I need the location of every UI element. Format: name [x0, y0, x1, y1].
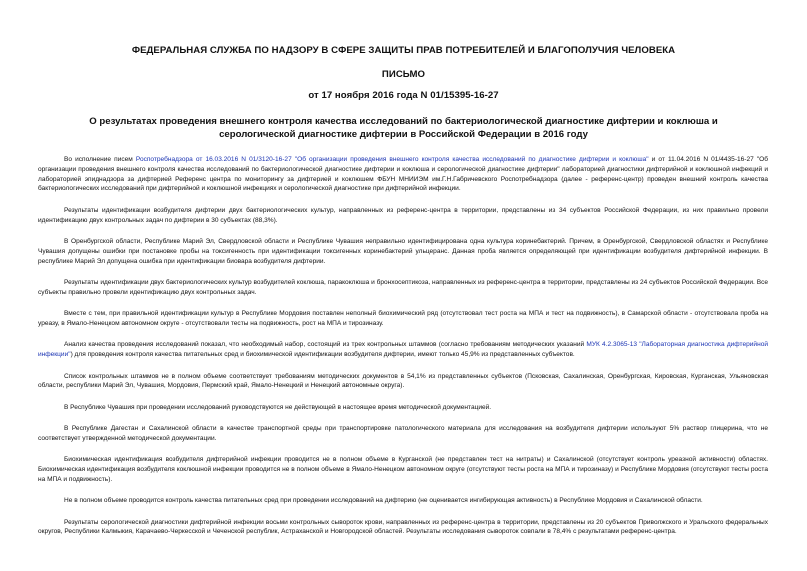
paragraph-4: Результаты идентификации двух бактериологических культур возбудителей коклюша, паракоклюша и бронхосептикоза, направленных из референс-центра в территории, представлены из 24 субъектов Российской Федерации. Все субъекты правильно провели идентификацию двух контрольных задач.: [38, 278, 768, 296]
letter-reference-link[interactable]: Роспотребнадзора от 16.03.2016 N 01/3120-16-27 "Об организации проведения внешнего контроля качества исследований по диагностике дифтерии и коклюша": [135, 156, 649, 163]
paragraph-6: [38, 340, 768, 360]
document-date-number: от 17 ноября 2016 года N 01/15395-16-27: [308, 90, 499, 101]
paragraph-8: В Республике Чувашия при проведении исследований руководствуются не действующей в настоящее время методической документацией.: [64, 403, 492, 411]
paragraph-1: [38, 155, 768, 194]
paragraph-3: В Оренбургской области, Республике Марий Эл, Свердловской области и Республике Чувашия неправильно идентифицирована одна культура коринебактерий. Причем, в Оренбургской, Свердловской областях и Республике Чувашия допущены ошибки при постановке пробы на токсигенность при идентификации токсигенных коринебактерий ульцеранс. Данная проба является определяющей при идентификации возбудителя дифтерийной инфекции. В республике Марий Эл допущена ошибка при идентификации биовара возбудителя дифтерии.: [38, 237, 768, 265]
document-title: О результатах проведения внешнего контроля качества исследований по бактериологической диагностике дифтерии и коклюша и серологической диагностике дифтерии в Российской Федерации в 2016 году: [89, 116, 718, 141]
paragraph-10: Биохимическая идентификация возбудителя дифтерийной инфекции проводится не в полном объеме в Курганской (не представлен тест на нитраты) и Сахалинской (отсутствует контроль уреазной активности) областях. Биохимическая идентификация возбудителя коклюшной инфекции проводится не в полном объеме в Ямало-Ненецком автономном округе (отсутствуют тесты роста на МПА и тирозиназу) и Республике Мордовия (отсутствуют тесты роста на МПА и подвижность).: [38, 456, 768, 483]
paragraph-9: В Республике Дагестан и Сахалинской области в качестве транспортной среды при транспортировке патологического материала для исследования на возбудителя дифтерии используют 5% раствор глицерина, что не соответствует утвержденной методической документации.: [38, 425, 768, 442]
paragraph-12: Результаты серологической диагностики дифтерийной инфекции восьми контрольных сывороток крови, направленных из референс-центра в территории, представлены из 20 субъектов Приволжского и Уральского федеральных округов, Республики Калмыкия, Карачаево-Черкесской и Чеченской республик, Астраханской и Новгородской областей. Результаты исследования сывороток совпали в 78,4% с результатами референс-центра.: [38, 518, 768, 536]
document-type: ПИСЬМО: [381, 69, 426, 80]
paragraph-1-post: и от 11.04.2016 N 01/4435-16-27 "Об организации проведения внешнего контроля качества исследований по бактериологической диагностике дифтерии и коклюша и серологической диагностике дифтерии" лабораторией диагностики дифтерийной и коклюшной инфекций и лабораторией эпиднадзора за дифтерией Референс центра по мониторингу за дифтерией и коклюшем ФБУН МНИИЭМ им.Г.Н.Габричевского Роспотребнадзора (далее - референс-центр) проведен внешний контроль качества бактериологических исследований при дифтерийной и коклюшной инфекциях и серологической диагностике при дифтерийной инфекции.: [38, 156, 769, 193]
paragraph-7: Список контрольных штаммов не в полном объеме соответствует требованиям методических документов в 54,1% из представленных субъектов (Псковская, Сахалинская, Оренбургская, Кировская, Курганская, Ульяновская области, республики Марий Эл, Чувашия, Мордовия, Пермский край, Ямало-Ненецкий и Ненецкий автономные округа).: [38, 372, 768, 390]
document-body: [38, 155, 768, 549]
paragraph-6-post: ) для проведения контроля качества питательных сред и биохимической идентификации возбудителя дифтерии, имеют только 45,9% из представленных субъектов.: [70, 351, 575, 359]
agency-name: ФЕДЕРАЛЬНАЯ СЛУЖБА ПО НАДЗОРУ В СФЕРЕ ЗАЩИТЫ ПРАВ ПОТРЕБИТЕЛЕЙ И БЛАГОПОЛУЧИЯ ЧЕЛОВЕКА: [131, 45, 676, 56]
paragraph-11: Не в полном объеме проводится контроль качества питательных сред при проведении исследований на дифтерию (не оценивается ингибирующая активность) в Республике Мордовия и Сахалинской области.: [64, 497, 703, 505]
paragraph-2: Результаты идентификации возбудителя дифтерии двух бактериологических культур, направленных из референс-центра в территории, представлены из 34 субъектов Российской Федерации, из них правильно провели идентификацию двух контрольных задач по дифтерии в 30 субъектах (88,3%).: [38, 206, 768, 224]
muk-reference-link[interactable]: МУК 4.2.3065-13 "Лабораторная диагностика дифтерийной инфекции": [38, 341, 768, 359]
paragraph-1-pre: Во исполнение писем: [64, 156, 136, 163]
paragraph-6-pre: Анализ качества проведения исследований показал, что необходимый набор, состоящий из трех контрольных штаммов (согласно требованиям методических указаний: [64, 341, 587, 349]
paragraph-5: Вместе с тем, при правильной идентификации культур в Республике Мордовия поставлен неполный биохимический ряд (отсутствовал тест роста на МПА и тест на подвижность), в Самарской области - отсутствовала проба на уреазу, в Ямало-Ненецком автономном округе - отсутствовали тесты на подвижность, рост на МПА и тирозиназу.: [38, 310, 768, 327]
